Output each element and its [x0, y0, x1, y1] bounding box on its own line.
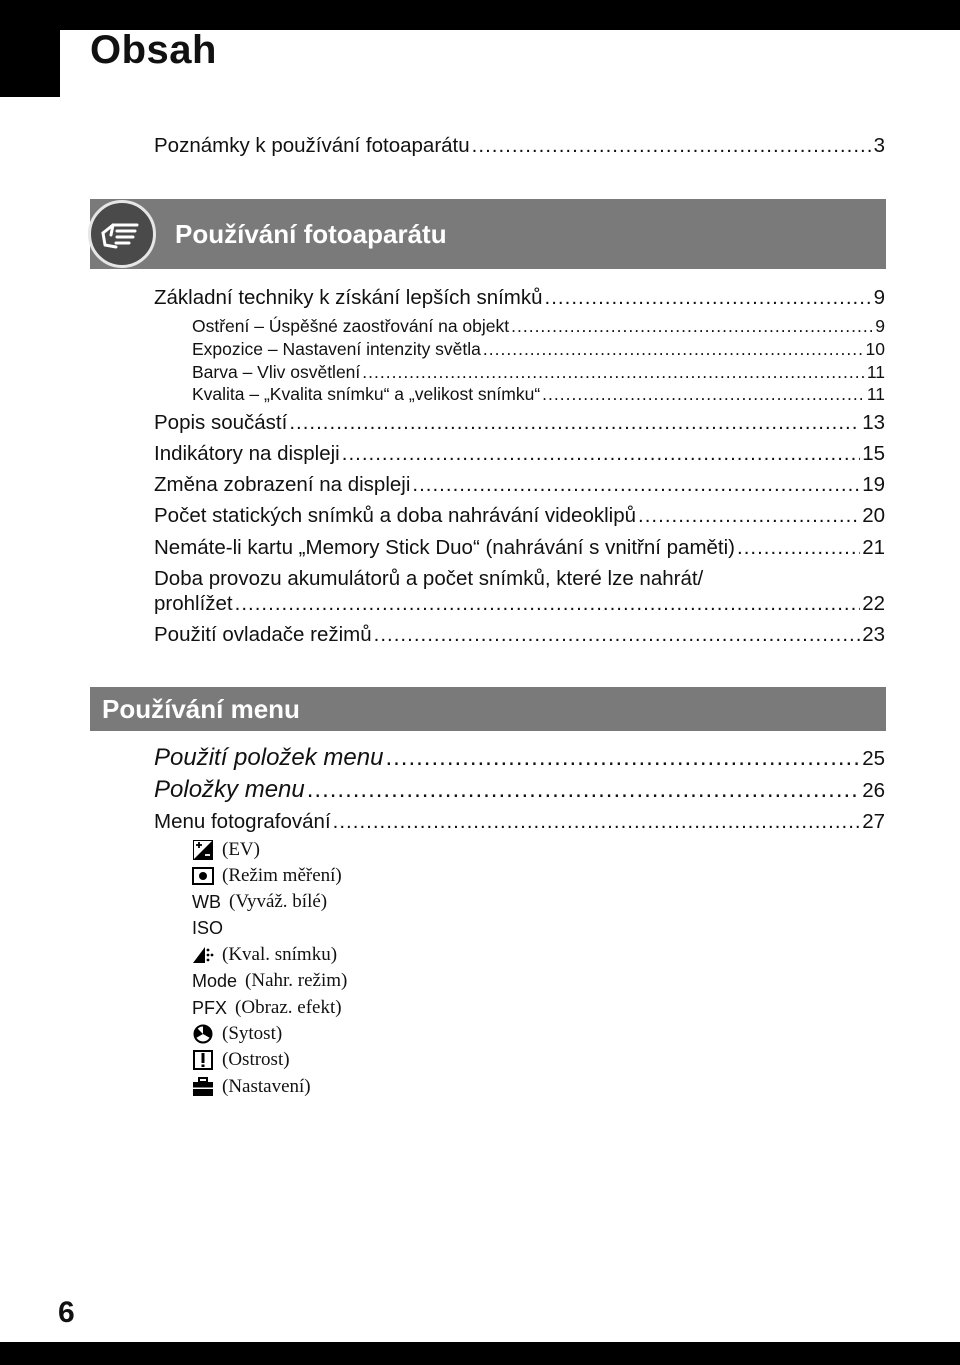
toc-page: 9	[873, 286, 885, 309]
menu-item-setup[interactable]	[192, 1074, 311, 1100]
toc-label: Poznámky k používání fotoaparátu	[154, 134, 470, 157]
menu-item-mode[interactable]	[192, 968, 347, 994]
menu-item-name: (Nahr. režim)	[245, 970, 348, 991]
menu-item-code: ISO	[192, 917, 224, 938]
page-title: Obsah	[90, 28, 217, 72]
menu-item-wb[interactable]	[192, 889, 327, 915]
toc-entry-menu-items[interactable]	[154, 777, 885, 803]
leader-dots	[235, 591, 861, 617]
metering-mode-icon	[192, 865, 214, 887]
toc-page: 22	[862, 592, 885, 615]
toc-page: 20	[862, 504, 885, 527]
section-header-camera	[90, 199, 886, 269]
exposure-compensation-icon	[192, 839, 214, 861]
menu-item-code: Mode	[192, 970, 238, 991]
menu-item-name: (Nastavení)	[222, 1076, 311, 1097]
image-quality-icon	[192, 944, 214, 966]
leader-dots	[638, 503, 860, 529]
toc-page: 11	[866, 384, 885, 404]
toc-entry-quality[interactable]	[192, 381, 885, 407]
toc-page: 21	[862, 536, 885, 559]
menu-item-name: (Kval. snímku)	[222, 944, 338, 965]
menu-item-sharpness[interactable]	[192, 1047, 290, 1073]
toc-entry-indicators[interactable]	[154, 441, 885, 467]
menu-item-quality[interactable]	[192, 942, 337, 968]
toc-label: Počet statických snímků a doba nahrávání videoklipů	[154, 504, 637, 527]
menu-item-name: (Ostrost)	[222, 1049, 290, 1070]
toc-label: Barva – Vliv osvětlení	[192, 362, 361, 382]
toc-label: Změna zobrazení na displeji	[154, 473, 411, 496]
toc-page: 13	[862, 411, 885, 434]
page-number: 6	[58, 1296, 75, 1329]
menu-item-pfx[interactable]	[192, 995, 342, 1021]
toc-page: 10	[865, 339, 885, 359]
menu-item-saturation[interactable]	[192, 1021, 282, 1047]
leader-dots	[333, 809, 861, 835]
menu-item-metering[interactable]	[192, 863, 342, 889]
section-title: Používání fotoaparátu	[175, 218, 447, 249]
menu-item-name: (Režim měření)	[222, 865, 342, 886]
toc-entry-battery-line1[interactable]: Doba provozu akumulátorů a počet snímků, které lze nahrát/	[154, 567, 704, 590]
section-title: Používání menu	[102, 693, 300, 724]
pointing-hand-icon	[91, 203, 153, 265]
toc-page: 27	[862, 810, 885, 833]
toc-entry-internal-memory[interactable]	[154, 535, 885, 561]
toc-label: Menu fotografování	[154, 810, 331, 833]
bottom-rule	[0, 1342, 960, 1365]
toc-entry-display-change[interactable]	[154, 472, 885, 498]
toc-page: 15	[862, 442, 885, 465]
setup-toolbox-icon	[192, 1076, 214, 1098]
sharpness-icon	[192, 1049, 214, 1071]
leader-dots	[737, 535, 860, 561]
leader-dots	[412, 472, 860, 498]
toc-entry-intro[interactable]	[154, 133, 885, 159]
menu-item-code: PFX	[192, 997, 228, 1018]
menu-item-name: (Sytost)	[222, 1023, 283, 1044]
toc-label: Expozice – Nastavení intenzity světla	[192, 339, 481, 359]
toc-label: prohlížet	[154, 592, 233, 615]
toc-entry-shooting-menu[interactable]	[154, 809, 885, 835]
toc-label: Použití ovladače režimů	[154, 623, 372, 646]
toc-label: Nemáte-li kartu „Memory Stick Duo“ (nahrávání s vnitřní paměti)	[154, 536, 736, 559]
leader-dots	[472, 133, 872, 159]
toc-label: Použití položek menu	[154, 744, 384, 771]
section-header-menu	[90, 687, 886, 731]
toc-entry-mode-dial[interactable]	[154, 622, 885, 648]
toc-label: Základní techniky k získání lepších snímků	[154, 286, 543, 309]
toc-entry-basic-techniques[interactable]	[154, 285, 885, 311]
leader-dots	[342, 441, 860, 467]
toc-page: 19	[862, 473, 885, 496]
toc-label: Kvalita – „Kvalita snímku“ a „velikost snímku“	[192, 384, 541, 404]
toc-entry-image-count[interactable]	[154, 503, 885, 529]
leader-dots	[545, 285, 872, 311]
toc-entry-menu-usage[interactable]	[154, 745, 885, 771]
toc-page: 9	[875, 316, 885, 336]
top-rule	[60, 0, 960, 30]
toc-label: Popis součástí	[154, 411, 288, 434]
toc-entry-parts[interactable]	[154, 410, 885, 436]
leader-dots	[289, 410, 860, 436]
toc-entry-battery[interactable]	[154, 591, 885, 617]
toc-label: Položky menu	[154, 776, 305, 803]
toc-page: 3	[873, 134, 885, 157]
saturation-icon	[192, 1023, 214, 1045]
toc-label: Indikátory na displeji	[154, 442, 340, 465]
section-icon-disc	[88, 200, 156, 268]
toc-page: 23	[862, 623, 885, 646]
leader-dots	[307, 777, 860, 803]
toc-page: 11	[866, 362, 885, 382]
menu-item-iso[interactable]	[192, 915, 223, 941]
menu-item-name: (Obraz. efekt)	[235, 997, 342, 1018]
toc-page: 26	[862, 779, 885, 802]
corner-block	[0, 0, 60, 97]
toc-page: 25	[862, 747, 885, 770]
menu-item-ev[interactable]	[192, 837, 260, 863]
leader-dots	[542, 381, 865, 407]
leader-dots	[374, 622, 861, 648]
menu-item-code: WB	[192, 891, 221, 912]
leader-dots	[385, 745, 860, 771]
toc-label: Ostření – Úspěšné zaostřování na objekt	[192, 316, 510, 336]
menu-item-name: (EV)	[222, 839, 260, 860]
menu-item-name: (Vyváž. bílé)	[229, 891, 328, 912]
